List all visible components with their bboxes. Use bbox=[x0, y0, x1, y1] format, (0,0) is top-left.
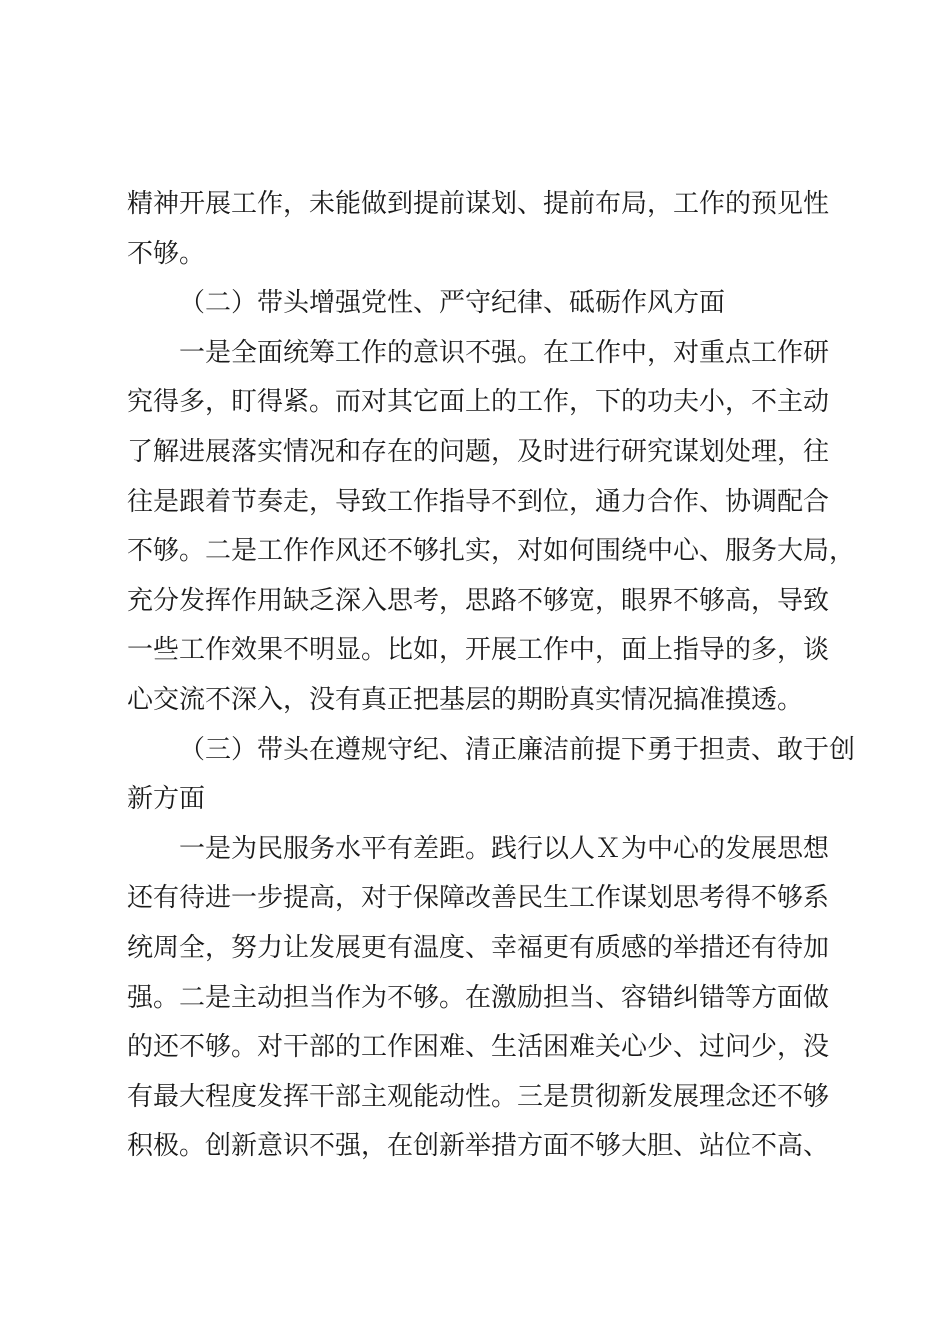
text-line: 心交流不深入，没有真正把基层的期盼真实情况搞准摸透。 bbox=[127, 684, 804, 715]
paragraph-start: 一是全面统筹工作的意识不强。在工作中，对重点工作研 bbox=[179, 337, 830, 368]
text-line: 统周全，努力让发展更有温度、幸福更有质感的举措还有待加 bbox=[127, 932, 830, 963]
text-line: 强。二是主动担当作为不够。在激励担当、容错纠错等方面做 bbox=[127, 982, 830, 1013]
document-body bbox=[127, 180, 856, 1172]
text-line: 还有待进一步提高，对于保障改善民生工作谋划思考得不够系 bbox=[127, 883, 830, 914]
text-line: 一些工作效果不明显。比如，开展工作中，面上指导的多，谈 bbox=[127, 635, 830, 666]
text-line: 精神开展工作，未能做到提前谋划、提前布局，工作的预见性 bbox=[127, 189, 830, 219]
text-line: 积极。创新意识不强，在创新举措方面不够大胆、站位不高、 bbox=[127, 1131, 830, 1162]
section-heading: （三）带头在遵规守纪、清正廉洁前提下勇于担责、敢于创 bbox=[179, 734, 856, 765]
text-line: 的还不够。对干部的工作困难、生活困难关心少、过问少，没 bbox=[127, 1032, 830, 1063]
text-line: 了解进展落实情况和存在的问题，及时进行研究谋划处理，往 bbox=[127, 436, 830, 467]
text-line: 充分发挥作用缺乏深入思考，思路不够宽，眼界不够高，导致 bbox=[127, 585, 830, 616]
text-line: 有最大程度发挥干部主观能动性。三是贯彻新发展理念还不够 bbox=[127, 1081, 830, 1112]
text-line: 往是跟着节奏走，导致工作指导不到位，通力合作、协调配合 bbox=[127, 486, 830, 517]
text-line: 不够。二是工作作风还不够扎实，对如何围绕中心、服务大局， bbox=[127, 536, 856, 567]
text-line: 不够。 bbox=[127, 238, 206, 269]
section-heading: （二）带头增强党性、严守纪律、砥砺作风方面 bbox=[179, 288, 726, 319]
paragraph-start: 一是为民服务水平有差距。践行以人Ｘ为中心的发展思想 bbox=[179, 833, 830, 864]
section-heading-continued: 新方面 bbox=[127, 784, 206, 815]
text-line: 究得多，盯得紧。而对其它面上的工作，下的功夫小，不主动 bbox=[127, 387, 830, 418]
